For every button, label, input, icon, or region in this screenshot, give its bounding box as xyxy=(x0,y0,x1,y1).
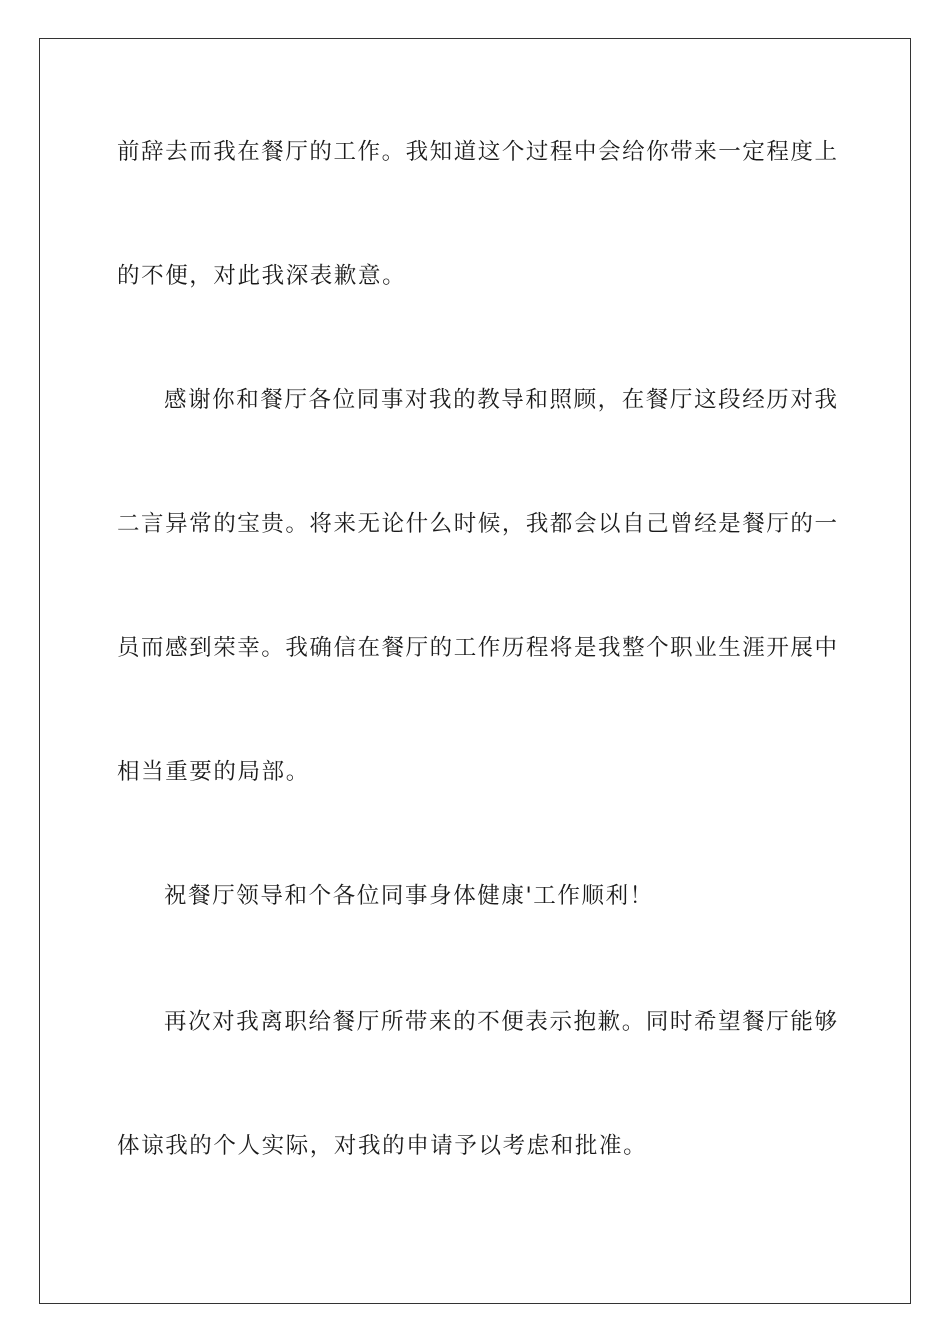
text-line-4: 二言异常的宝贵。将来无论什么时候，我都会以自己曾经是餐厅的一 xyxy=(117,511,837,537)
text-line-6: 相当重要的局部。 xyxy=(117,759,310,785)
text-line-8: 再次对我离职给餐厅所带来的不便表示抱歉。同时希望餐厅能够 xyxy=(164,1009,837,1035)
text-line-3: 感谢你和餐厅各位同事对我的教导和照顾，在餐厅这段经历对我 xyxy=(164,387,837,413)
text-line-7: 祝餐厅领导和个各位同事身体健康'工作顺利！ xyxy=(164,883,654,909)
text-line-5: 员而感到荣幸。我确信在餐厅的工作历程将是我整个职业生涯开展中 xyxy=(117,635,837,661)
text-line-9: 体谅我的个人实际，对我的申请予以考虑和批准。 xyxy=(117,1133,648,1159)
text-line-2: 的不便，对此我深表歉意。 xyxy=(117,263,407,289)
page-frame xyxy=(39,38,911,1304)
text-line-1: 前辞去而我在餐厅的工作。我知道这个过程中会给你带来一定程度上 xyxy=(117,139,837,165)
